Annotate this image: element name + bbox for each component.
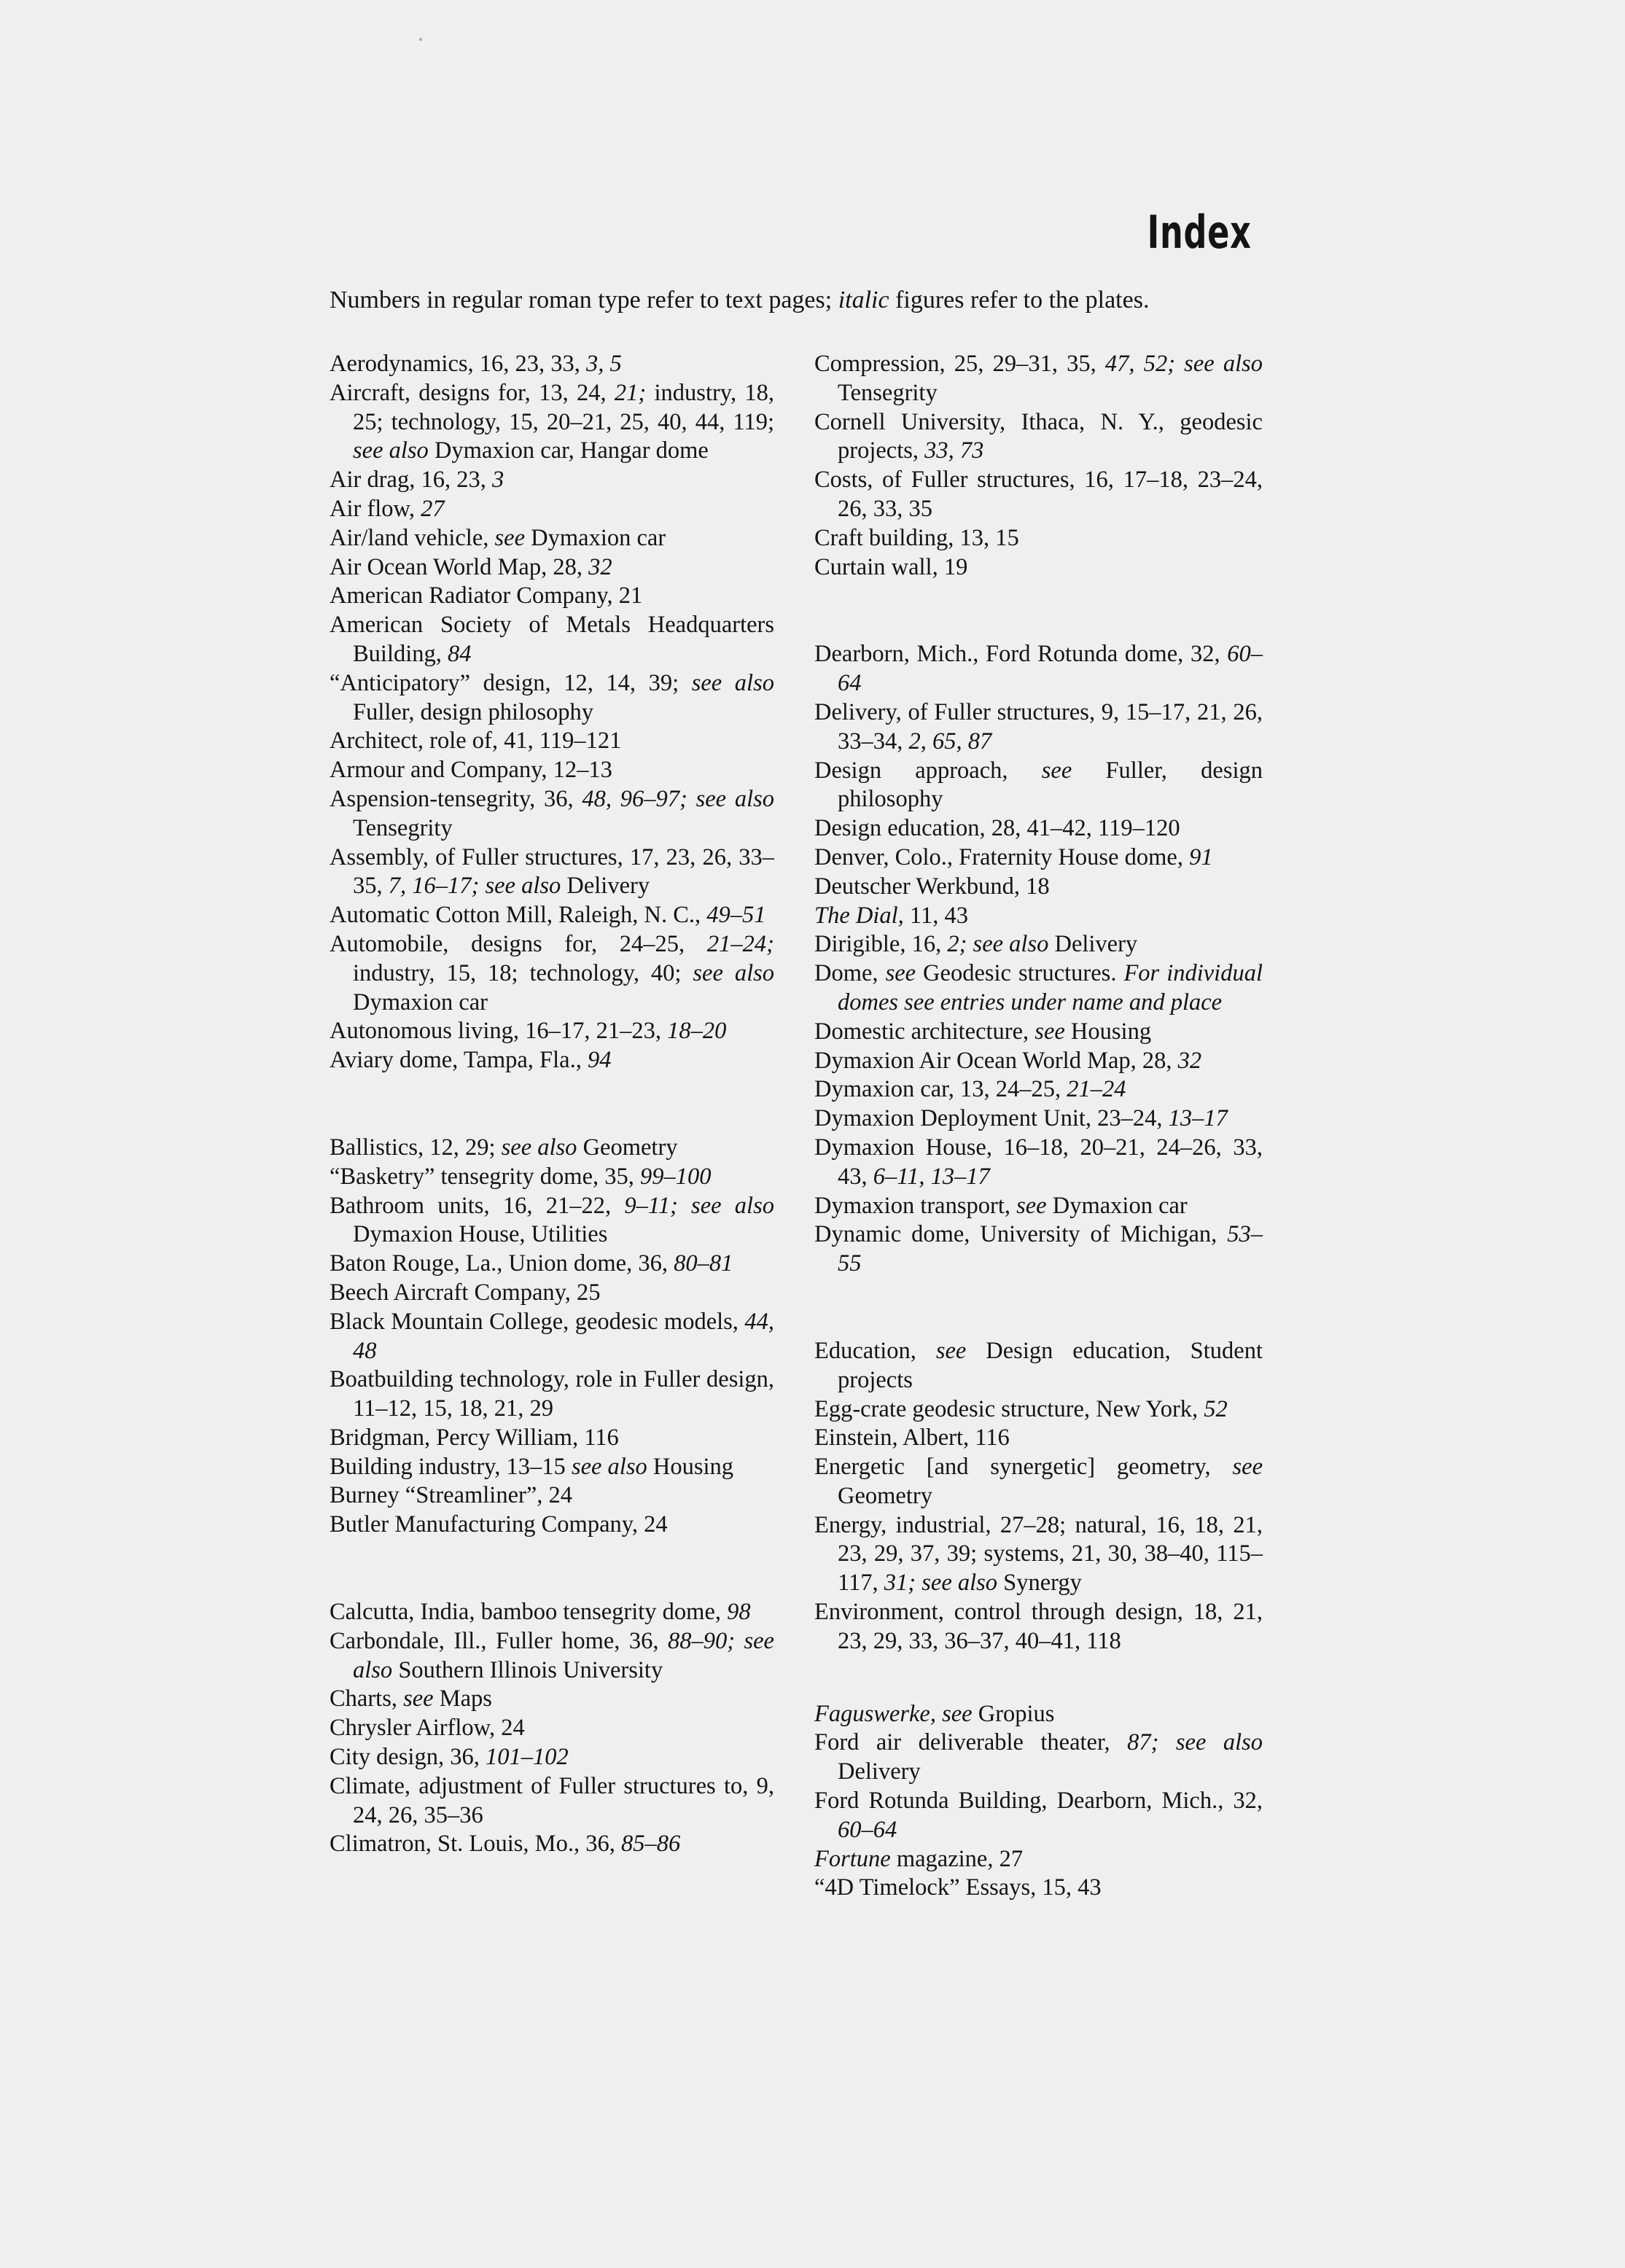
- entry-text: Fuller, design philosophy: [838, 757, 1263, 813]
- entry-text: City design, 36,: [330, 1744, 486, 1771]
- entry-text: Armour and Company, 12–13: [330, 757, 612, 784]
- entry-text: 11, 43: [903, 902, 968, 929]
- entry-italic: 21;: [614, 379, 647, 406]
- entry-italic: see: [935, 1337, 967, 1364]
- entry-text: Curtain wall, 19: [814, 553, 968, 580]
- entry-text: Southern Illinois University: [392, 1656, 663, 1683]
- index-entry: [330, 785, 774, 843]
- index-entry: [330, 1424, 774, 1453]
- entry-text: Aviary dome, Tampa, Fla.,: [330, 1047, 588, 1074]
- index-entry: [814, 1874, 1263, 1903]
- index-entry: [330, 1453, 774, 1482]
- entry-italic: 60–64: [838, 641, 1263, 697]
- index-entry: [814, 1220, 1263, 1279]
- index-entry: [814, 408, 1263, 467]
- entry-text: Ballistics, 12, 29;: [330, 1134, 502, 1161]
- entry-text: Fuller, design philosophy: [353, 698, 594, 725]
- entry-text: industry, 15, 18; technology, 40;: [353, 959, 693, 986]
- entry-text: Dymaxion House, Utilities: [353, 1221, 608, 1248]
- index-entry: [814, 843, 1263, 873]
- index-entry: [330, 495, 774, 524]
- index-entry: [814, 553, 1263, 582]
- entry-text: Beech Aircraft Company, 25: [330, 1279, 601, 1306]
- index-entry: [330, 524, 774, 553]
- entry-italic: 13–17: [1168, 1105, 1228, 1132]
- entry-text: Architect, role of, 41, 119–121: [330, 728, 622, 755]
- index-entry: [330, 843, 774, 902]
- index-entry: [814, 1134, 1263, 1192]
- entry-text: Tensegrity: [838, 379, 938, 406]
- entry-text: Tensegrity: [353, 814, 453, 841]
- entry-text: Domestic architecture,: [814, 1018, 1035, 1045]
- intro-italic: italic: [838, 287, 889, 313]
- entry-italic: 85–86: [620, 1831, 681, 1858]
- entry-italic: 27: [421, 495, 445, 522]
- entry-italic: see: [1041, 757, 1072, 784]
- entry-text: Aerodynamics, 16, 23, 33,: [330, 351, 587, 377]
- index-entry: [330, 466, 774, 495]
- entry-text: Design approach,: [814, 757, 1042, 784]
- entry-text: magazine, 27: [890, 1845, 1024, 1872]
- index-entry: [814, 1192, 1263, 1221]
- entry-italic: 88–90; see also: [353, 1627, 774, 1683]
- index-entry: [814, 524, 1263, 553]
- entry-text: Delivery: [838, 1758, 921, 1785]
- entry-text: Dymaxion car, Hangar dome: [428, 437, 709, 464]
- index-entry: [330, 1743, 774, 1772]
- index-entry: [330, 1481, 774, 1511]
- entry-text: Automatic Cotton Mill, Raleigh, N. C.,: [330, 902, 707, 929]
- entry-text: Egg-crate geodesic structure, New York,: [814, 1395, 1204, 1422]
- entry-text: Delivery: [561, 873, 650, 900]
- entry-text: Denver, Colo., Fraternity House dome,: [814, 843, 1190, 870]
- index-entry: [814, 1700, 1263, 1729]
- entry-italic: see also: [501, 1134, 577, 1161]
- entry-italic: 32: [588, 553, 612, 580]
- entry-italic: Faguswerke, see: [814, 1700, 973, 1727]
- entry-text: American Radiator Company, 21: [330, 582, 643, 609]
- entry-text: “Basketry” tensegrity dome, 35,: [330, 1163, 640, 1190]
- entry-text: Bridgman, Percy William, 116: [330, 1424, 619, 1451]
- entry-italic: 84: [448, 640, 472, 667]
- entry-text: Energy, industrial, 27–28; natural, 16, 18, 21, 23, 29, 37, 39; systems, 21, 30, 38–40, 115–117,: [814, 1511, 1263, 1597]
- index-entry: [814, 1845, 1263, 1874]
- entry-text: Synergy: [997, 1570, 1082, 1597]
- entry-text: Dymaxion car: [1046, 1192, 1188, 1219]
- entry-text: Dymaxion transport,: [814, 1192, 1017, 1219]
- entry-text: Education,: [814, 1337, 936, 1364]
- index-entry: [814, 1075, 1263, 1104]
- index-entry: [814, 350, 1263, 408]
- entry-italic: 49–51: [706, 902, 766, 929]
- entry-italic: 94: [587, 1047, 612, 1074]
- index-entry: [330, 1598, 774, 1627]
- entry-text: Dymaxion Air Ocean World Map, 28,: [814, 1047, 1178, 1074]
- entry-text: Delivery, of Fuller structures, 9, 15–17, 21, 26, 33–34,: [814, 698, 1263, 755]
- entry-italic: 6–11, 13–17: [873, 1163, 990, 1190]
- index-entry: [814, 757, 1263, 815]
- index-entry: [330, 1134, 774, 1163]
- entry-text: Ford air deliverable theater,: [814, 1729, 1128, 1756]
- entry-text: Ford Rotunda Building, Dearborn, Mich., 32,: [814, 1788, 1263, 1815]
- index-entry: [330, 582, 774, 611]
- index-entry: [330, 350, 774, 379]
- entry-italic: 3: [491, 467, 504, 494]
- index-entry: [330, 756, 774, 785]
- index-entry: [814, 959, 1263, 1018]
- index-entry: [814, 873, 1263, 902]
- entry-text: Assembly, of Fuller structures, 17, 23, 26, 33–35,: [330, 843, 774, 900]
- index-entry: [330, 1772, 774, 1831]
- section-gap: [814, 582, 1263, 640]
- entry-italic: 2, 65, 87: [908, 728, 992, 755]
- entry-text: Charts,: [330, 1686, 404, 1712]
- index-column-right: [814, 350, 1263, 1903]
- entry-text: Aspension-tensegrity, 36,: [330, 785, 582, 812]
- entry-text: Geodesic structures.: [916, 960, 1124, 987]
- entry-italic: 47, 52; see also: [1104, 351, 1263, 377]
- entry-text: Dome,: [814, 960, 886, 987]
- index-entry: [330, 1308, 774, 1366]
- entry-italic: 31; see also: [884, 1570, 998, 1597]
- entry-italic: see: [1016, 1192, 1047, 1219]
- entry-text: Carbondale, Ill., Fuller home, 36,: [330, 1627, 668, 1654]
- index-entry: [330, 611, 774, 669]
- index-entry: [330, 727, 774, 756]
- entry-italic: 44, 48: [353, 1308, 774, 1364]
- entry-text: Dearborn, Mich., Ford Rotunda dome, 32,: [814, 641, 1228, 668]
- entry-italic: see also: [691, 669, 774, 696]
- entry-text: Aircraft, designs for, 13, 24,: [330, 379, 615, 406]
- index-entry: [330, 901, 774, 930]
- entry-text: Calcutta, India, bamboo tensegrity dome,: [330, 1599, 728, 1626]
- index-entry: [330, 1279, 774, 1308]
- intro-text-end: figures refer to the plates.: [889, 287, 1150, 313]
- index-entry: [814, 1787, 1263, 1845]
- intro-text: Numbers in regular roman type refer to text pages;: [330, 287, 838, 313]
- index-entry: [330, 1714, 774, 1743]
- index-entry: [814, 1598, 1263, 1656]
- index-entry: [814, 1395, 1263, 1425]
- entry-text: Maps: [433, 1686, 492, 1712]
- entry-italic: 7, 16–17; see also: [388, 873, 561, 900]
- entry-italic: 3, 5: [586, 351, 622, 377]
- index-entry: [814, 1424, 1263, 1453]
- entry-italic: see also: [571, 1453, 647, 1480]
- entry-text: Dirigible, 16,: [814, 931, 948, 958]
- index-entry: [330, 930, 774, 1017]
- entry-text: Burney “Streamliner”, 24: [330, 1482, 573, 1509]
- entry-text: Dymaxion House, 16–18, 20–21, 24–26, 33, 43,: [814, 1134, 1263, 1190]
- entry-italic: 18–20: [667, 1018, 727, 1045]
- entry-italic: 60–64: [838, 1816, 897, 1843]
- entry-text: Chrysler Airflow, 24: [330, 1715, 525, 1742]
- entry-italic: see also: [693, 959, 774, 986]
- entry-text: Climate, adjustment of Fuller structures to, 9, 24, 26, 35–36: [330, 1772, 774, 1828]
- entry-text: Automobile, designs for, 24–25,: [330, 930, 707, 957]
- index-entry: [814, 814, 1263, 843]
- entry-italic: 87; see also: [1127, 1729, 1263, 1756]
- index-entry: [814, 640, 1263, 698]
- entry-italic: 91: [1189, 843, 1213, 870]
- index-entry: [330, 1365, 774, 1424]
- entry-text: Dymaxion car, 13, 24–25,: [814, 1076, 1067, 1103]
- entry-text: Craft building, 13, 15: [814, 524, 1019, 551]
- entry-italic: 101–102: [485, 1744, 569, 1771]
- entry-italic: 53–55: [838, 1221, 1263, 1277]
- index-entry: [330, 669, 774, 728]
- index-intro: [330, 287, 1263, 314]
- entry-text: Design education, Student projects: [838, 1337, 1263, 1393]
- entry-italic: 98: [727, 1599, 751, 1626]
- entry-text: Air drag, 16, 23,: [330, 467, 492, 494]
- entry-text: Design education, 28, 41–42, 119–120: [814, 815, 1180, 842]
- entry-italic: see: [1232, 1454, 1263, 1481]
- entry-italic: see: [403, 1686, 434, 1712]
- index-column-left: [330, 350, 774, 1859]
- entry-text: industry, 18, 25; technology, 15, 20–21, 25, 40, 44, 119;: [353, 379, 774, 435]
- entry-italic: For individual domes see entries under name and place: [838, 960, 1263, 1016]
- entry-italic: 33, 73: [924, 437, 984, 464]
- entry-italic: Fortune: [814, 1845, 891, 1872]
- entry-italic: 99–100: [640, 1163, 712, 1190]
- entry-text: Dymaxion car: [525, 524, 666, 551]
- entry-text: Air Ocean World Map, 28,: [330, 553, 589, 580]
- entry-italic: see: [1034, 1018, 1065, 1045]
- entry-text: Geometry: [577, 1134, 678, 1161]
- index-entry: [814, 1018, 1263, 1047]
- index-entry: [330, 1250, 774, 1279]
- entry-text: Dynamic dome, University of Michigan,: [814, 1221, 1228, 1248]
- entry-italic: see also: [353, 437, 429, 464]
- entry-text: “Anticipatory” design, 12, 14, 39;: [330, 669, 692, 696]
- section-gap: [330, 1075, 774, 1134]
- entry-text: Dymaxion car: [353, 989, 488, 1016]
- entry-text: Butler Manufacturing Company, 24: [330, 1511, 668, 1538]
- index-entry: [330, 1046, 774, 1075]
- entry-text: Air flow,: [330, 495, 421, 522]
- index-entry: [330, 553, 774, 582]
- entry-italic: 9–11; see also: [624, 1192, 774, 1219]
- entry-text: Einstein, Albert, 116: [814, 1425, 1010, 1451]
- entry-text: Climatron, St. Louis, Mo., 36,: [330, 1831, 621, 1858]
- entry-text: “4D Timelock” Essays, 15, 43: [814, 1874, 1102, 1901]
- index-entry: [330, 379, 774, 466]
- entry-text: Environment, control through design, 18, 21, 23, 29, 33, 36–37, 40–41, 118: [814, 1599, 1263, 1654]
- index-entry: [330, 1830, 774, 1859]
- entry-text: Housing: [647, 1453, 734, 1480]
- entry-text: Baton Rouge, La., Union dome, 36,: [330, 1250, 674, 1277]
- index-entry: [814, 1453, 1263, 1511]
- entry-italic: see: [494, 524, 526, 551]
- entry-text: Building industry, 13–15: [330, 1453, 572, 1480]
- entry-text: Bathroom units, 16, 21–22,: [330, 1192, 625, 1219]
- entry-italic: 21–24;: [706, 930, 774, 957]
- entry-italic: 21–24: [1067, 1076, 1126, 1103]
- index-entry: [814, 698, 1263, 757]
- index-entry: [330, 1685, 774, 1714]
- entry-italic: 80–81: [674, 1250, 733, 1277]
- index-entry: [330, 1511, 774, 1540]
- index-entry: [814, 902, 1263, 931]
- section-gap: [814, 1656, 1263, 1700]
- index-entry: [330, 1627, 774, 1686]
- entry-text: Housing: [1064, 1018, 1152, 1045]
- entry-text: Autonomous living, 16–17, 21–23,: [330, 1018, 668, 1045]
- index-entry: [814, 1047, 1263, 1076]
- index-entry: [814, 466, 1263, 524]
- entry-italic: 48, 96–97; see also: [582, 785, 775, 812]
- entry-text: Delivery: [1048, 931, 1138, 958]
- entry-italic: The Dial,: [814, 902, 904, 929]
- entry-text: Gropius: [972, 1700, 1055, 1727]
- index-entry: [814, 1337, 1263, 1395]
- index-entry: [814, 1729, 1263, 1787]
- entry-italic: 32: [1177, 1047, 1202, 1074]
- entry-italic: 52: [1204, 1395, 1228, 1422]
- index-entry: [330, 1017, 774, 1046]
- entry-text: Boatbuilding technology, role in Fuller design, 11–12, 15, 18, 21, 29: [330, 1366, 774, 1422]
- entry-text: Deutscher Werkbund, 18: [814, 873, 1050, 900]
- entry-text: Geometry: [838, 1482, 932, 1509]
- entry-italic: 2; see also: [947, 931, 1049, 958]
- index-entry: [814, 1511, 1263, 1598]
- section-gap: [330, 1540, 774, 1598]
- paper-speck: [419, 38, 422, 41]
- entry-text: Energetic [and synergetic] geometry,: [814, 1454, 1233, 1481]
- entry-text: Air/land vehicle,: [330, 524, 495, 551]
- entry-text: Dymaxion Deployment Unit, 23–24,: [814, 1105, 1169, 1132]
- section-gap: [814, 1279, 1263, 1337]
- index-entry: [330, 1192, 774, 1250]
- index-entry: [814, 930, 1263, 959]
- entry-italic: see: [885, 960, 916, 987]
- entry-text: Costs, of Fuller structures, 16, 17–18, 23–24, 26, 33, 35: [814, 467, 1263, 522]
- entry-text: American Society of Metals Headquarters Building,: [330, 612, 774, 667]
- page-title: Index: [1147, 206, 1252, 259]
- entry-text: Cornell University, Ithaca, N. Y., geodesic projects,: [814, 408, 1263, 464]
- index-entry: [814, 1104, 1263, 1134]
- entry-text: Compression, 25, 29–31, 35,: [814, 351, 1105, 377]
- index-entry: [330, 1163, 774, 1192]
- entry-text: Black Mountain College, geodesic models,: [330, 1308, 745, 1335]
